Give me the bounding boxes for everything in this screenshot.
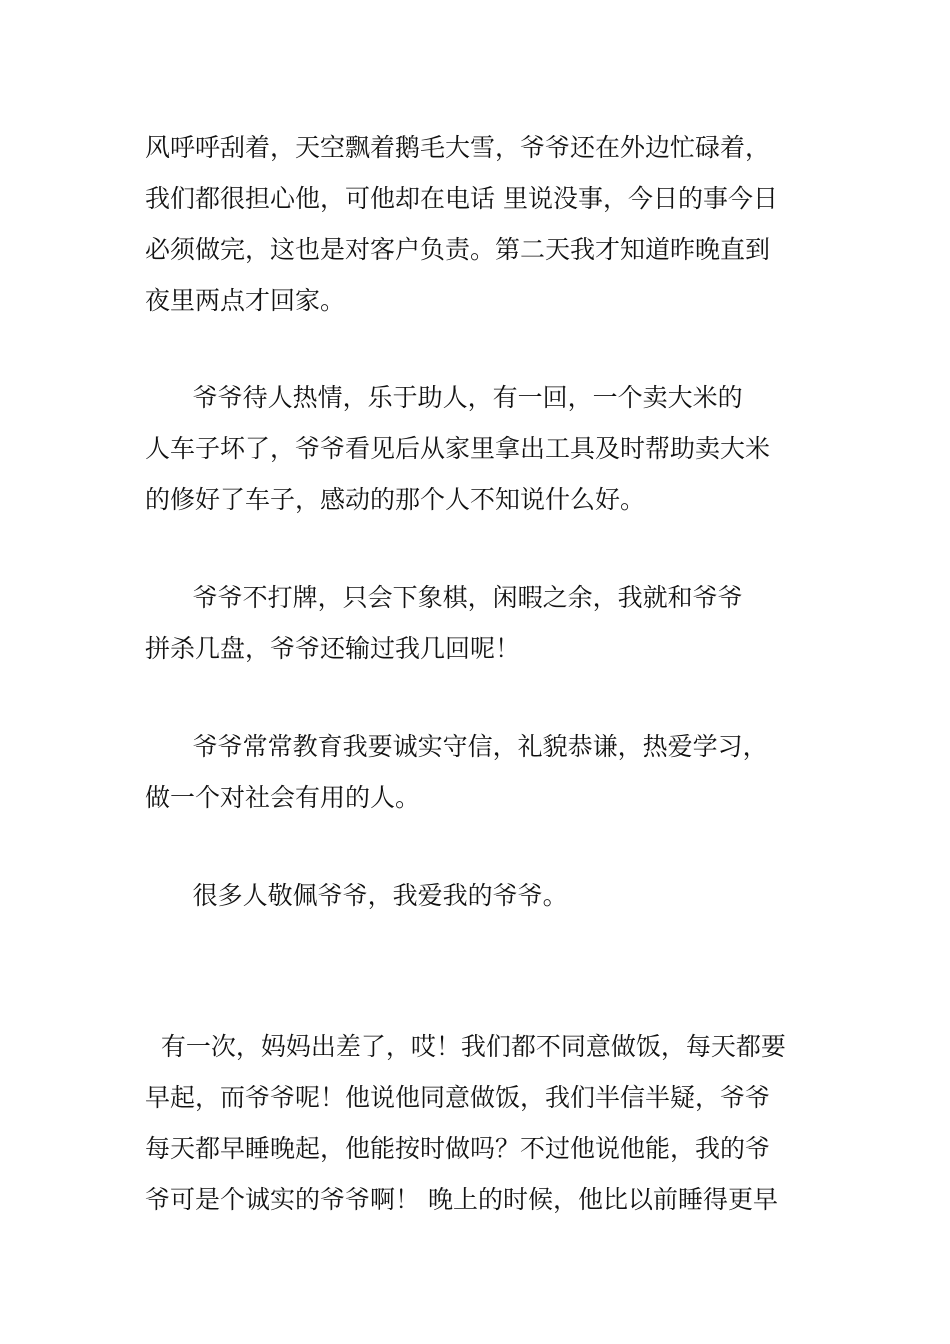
paragraph-5-line-1: 很多人敬佩爷爷，我爱我的爷爷。: [145, 881, 568, 910]
paragraph-2-line-1: 爷爷待人热情，乐于助人，有一回，一个卖大米的: [145, 383, 743, 412]
paragraph-2-line-3: 的修好了车子，感动的那个人不知说什么好。: [145, 485, 646, 514]
paragraph-6-line-2: 早起，而爷爷呢！他说他同意做饭，我们半信半疑，爷爷: [145, 1083, 771, 1112]
paragraph-4-line-2: 做一个对社会有用的人。: [145, 783, 421, 812]
paragraph-1-line-4: 夜里两点才回家。: [145, 286, 346, 315]
paragraph-3-line-1: 爷爷不打牌，只会下象棋，闲暇之余，我就和爷爷: [145, 583, 743, 612]
paragraph-6-line-3: 每天都早睡晚起，他能按时做吗？不过他说他能，我的爷: [145, 1134, 771, 1163]
paragraph-4-line-1: 爷爷常常教育我要诚实守信，礼貌恭谦，热爱学习，: [145, 732, 768, 761]
paragraph-6-line-1: 有一次，妈妈出差了，哎！我们都不同意做饭，每天都要: [145, 1032, 786, 1061]
paragraph-2-line-2: 人车子坏了，爷爷看见后从家里拿出工具及时帮助卖大米: [145, 434, 771, 463]
paragraph-1-line-1: 风呼呼刮着，天空飘着鹅毛大雪，爷爷还在外边忙碌着，: [145, 133, 771, 162]
paragraph-3-line-2: 拼杀几盘，爷爷还输过我几回呢！: [145, 634, 521, 663]
paragraph-1-line-3: 必须做完，这也是对客户负责。第二天我才知道昨晚直到: [145, 235, 771, 264]
paragraph-6-line-4: 爷可是个诚实的爷爷啊！ 晚上的时候，他比以前睡得更早: [145, 1185, 778, 1214]
paragraph-1-line-2: 我们都很担心他，可他却在电话 里说没事，今日的事今日: [145, 184, 778, 213]
